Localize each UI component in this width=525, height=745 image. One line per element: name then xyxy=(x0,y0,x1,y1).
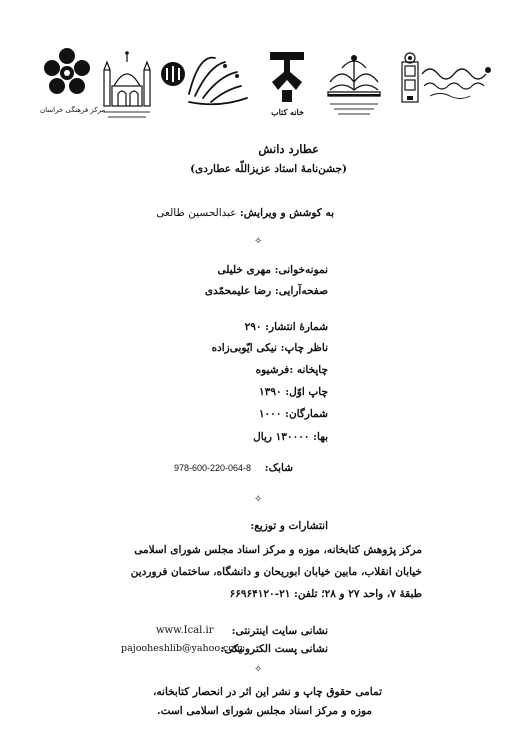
khaneh-ketab-caption: خانه کتاب xyxy=(271,107,304,117)
ornament-divider: ✧ xyxy=(254,236,263,247)
price: بها: ۱۳۰۰۰۰ ریال xyxy=(253,431,328,443)
editor-line xyxy=(156,207,334,219)
circulation: شمارگان: ۱۰۰۰ xyxy=(258,408,328,420)
majlis-library-emblem-icon xyxy=(400,46,495,124)
calligraphy-seal-icon xyxy=(155,46,255,124)
editor-label: به کوشش و ویرایش: xyxy=(239,207,334,219)
website-label: نشانی سایت اینترنتی: xyxy=(231,625,328,637)
farhangi-khorasan-logo xyxy=(40,46,106,124)
distribution-line-1: مرکز پژوهش کتابخانه، موزه و مرکز اسناد مجلس شورای اسلامی xyxy=(134,544,422,556)
distribution-line-3: طبقهٔ ۷، واحد ۲۷ و ۲۸؛ تلفن: ۲۱-۶۶۹۶۴۱۲۰ xyxy=(229,588,422,600)
distribution-line-2: خیابان انقلاب، مابین خیابان ابوریحان و دانشگاه، ساختمان فروردین xyxy=(130,566,422,578)
farhangi-khorasan-caption: مرکز فرهنگی خراسان xyxy=(40,106,106,114)
flower-emblem-icon xyxy=(40,46,95,106)
email-label: نشانی پست الکترونیکی: xyxy=(220,643,328,655)
print-supervisor: ناظر چاپ: نیکی ایّوبی‌زاده xyxy=(211,342,328,354)
distribution-heading: انتشارات و توزیع: xyxy=(250,520,328,532)
website-link[interactable]: www.Ical.ir xyxy=(156,625,214,636)
khaneh-ketab-emblem-icon xyxy=(260,46,315,108)
khaneh-ketab-logo xyxy=(260,46,315,124)
majlis-library-logo xyxy=(400,46,495,124)
layout-credit: صفحه‌آرایی: رضا علیمحمّدی xyxy=(204,285,328,297)
proofreading-credit: نمونه‌خوانی: مهری خلیلی xyxy=(217,264,328,276)
edition: چاپ اوّل: ۱۳۹۰ xyxy=(259,386,328,398)
majlis-research-center-logo xyxy=(320,46,390,124)
open-book-tree-icon xyxy=(320,46,390,124)
book-subtitle: (جشن‌نامهٔ استاد عزیزاللّه عطاردی) xyxy=(190,163,347,175)
email-link[interactable]: pajooheshlib@yahoo.com xyxy=(121,643,244,654)
printing-house: چاپخانه :فرشیوه xyxy=(255,364,328,376)
rights-line-1: تمامی حقوق چاپ و نشر این اثر در انحصار کتابخانه، xyxy=(153,686,382,698)
editor-name: عبدالحسین طالعی xyxy=(156,207,237,219)
isbn-number: 978-600-220-064-8 xyxy=(174,463,252,473)
mosque-building-logo xyxy=(100,46,155,124)
ornament-divider-2: ✧ xyxy=(254,494,263,505)
ornament-divider-3: ✧ xyxy=(254,664,263,675)
publisher-logos-row xyxy=(40,46,490,126)
publish-number: شمارهٔ انتشار: ۲۹۰ xyxy=(244,321,328,333)
calligraphy-publisher-logo xyxy=(155,46,255,124)
isbn-label: شابک: xyxy=(264,462,293,474)
book-title: عطارد دانش xyxy=(258,142,319,156)
mosque-dome-icon xyxy=(100,46,155,124)
rights-line-2: موزه و مرکز اسناد مجلس شورای اسلامی است. xyxy=(157,705,372,717)
